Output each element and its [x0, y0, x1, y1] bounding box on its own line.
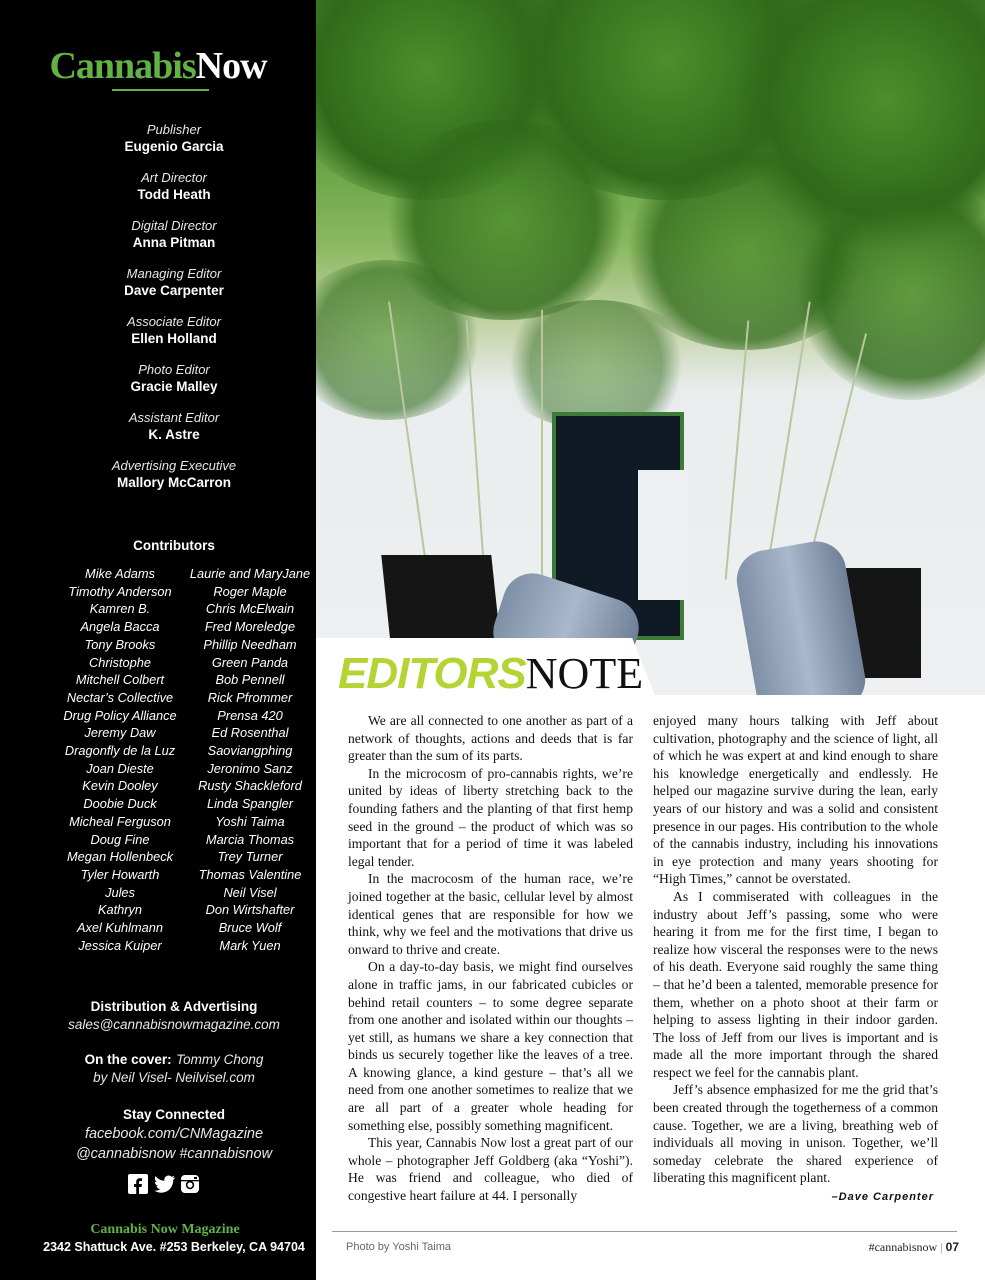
contributor-name: Thomas Valentine	[198, 866, 302, 882]
contributor-name: Saoviangphing	[207, 743, 293, 759]
distribution-heading: Distribution & Advertising	[90, 999, 258, 1014]
article-paragraph: enjoyed many hours talking with Jeff about cultivation, photography and the science of light, all of which he was expert at and kind enough to share his knowledge energetically and endlessly. He helped our magazine survive during the lean, early years of our history and was a solid and consistent presence in our pages. His contribution to the whole of the cannabis industry, including his innovations in eye protection and many years shooting for “High Times,” cannot be overstated.	[653, 713, 938, 887]
contributor-name: Angela Bacca	[80, 619, 160, 635]
contributor-name: Mitchell Colbert	[75, 672, 165, 688]
contributor-name: Trey Turner	[217, 849, 283, 865]
masthead-role: Managing Editor	[126, 266, 222, 281]
contributor-name: Christophe	[89, 654, 151, 670]
twitter-icon[interactable]	[154, 1174, 174, 1194]
stay-connected-block	[0, 1106, 348, 1164]
article-paragraph: In the macrocosm of the human race, we’re joined together at the basic, cellular level by almost identical genes that are responsible for how we think, why we feel and the motivations that drive us onward to thrive and create.	[348, 871, 633, 957]
article-paragraph: On a day-to-day basis, we might find ourselves alone in traffic jams, in our fabricated cubicles or behind retail counters – to some degree separate from one another and isolated within our thoughts – yet still, as humans we share a key connection that binds us securely together like the leaves of a tree. A knowing glance, a kind gesture – that’s all we need from one another sometimes to realize that we are all part of a greater whole heading for something else, possibly something magnificent.	[348, 959, 633, 1133]
masthead-list	[0, 122, 348, 506]
masthead-name: Dave Carpenter	[124, 283, 224, 298]
facebook-link[interactable]: facebook.com/CNMagazine	[84, 1126, 264, 1142]
contributor-name: Chris McElwain	[205, 601, 295, 617]
contributor-name: Neil Visel	[223, 884, 277, 900]
contributors-list	[55, 565, 315, 954]
stay-connected-heading: Stay Connected	[122, 1107, 226, 1122]
contributor-name: Jessica Kuiper	[78, 937, 162, 953]
footer-rule	[332, 1231, 957, 1232]
contributor-name: Ed Rosenthal	[211, 725, 289, 741]
article-paragraph: In the microcosm of pro-cannabis rights, we’re united by ideas of liberty stretching back to the founding fathers and the planting of that first hemp seed in the ground – the product of which was so important that for a period of time it was labeled legal tender.	[348, 765, 633, 869]
contributor-name: Marcia Thomas	[205, 831, 295, 847]
contributor-name: Kevin Dooley	[82, 778, 158, 794]
logo-underline	[112, 89, 209, 91]
contributors-left-column	[55, 565, 185, 954]
contributor-name: Kamren B.	[89, 601, 151, 617]
contributor-name: Yoshi Taima	[215, 813, 285, 829]
contributor-name: Roger Maple	[213, 583, 287, 599]
editors-note-title: EDITORSNOTE	[338, 649, 644, 698]
social-icons	[128, 1174, 200, 1194]
contributor-name: Prensa 420	[217, 707, 283, 723]
contributor-name: Dragonfly de la Luz	[64, 743, 176, 759]
masthead-name: Anna Pitman	[132, 235, 216, 250]
contributor-name: Bruce Wolf	[218, 920, 282, 936]
contributor-name: Rick Pfrommer	[207, 689, 293, 705]
contributor-name: Tony Brooks	[84, 636, 156, 652]
contributors-right-column	[185, 565, 315, 954]
distribution-block	[0, 998, 348, 1034]
hashtag: #cannabisnow	[868, 1240, 938, 1254]
contributor-name: Mike Adams	[85, 566, 155, 581]
cannabis-now-logo: CannabisNow	[49, 45, 267, 87]
masthead-name: K. Astre	[148, 427, 200, 442]
masthead-name: Ellen Holland	[131, 331, 217, 346]
contributor-name: Micheal Ferguson	[69, 813, 171, 829]
contributor-name: Doug Fine	[90, 831, 150, 847]
contributors-heading: Contributors	[133, 538, 215, 553]
contributor-name: Laurie and MaryJane	[189, 566, 311, 581]
masthead-name: Todd Heath	[137, 187, 211, 202]
contributor-name: Jules	[105, 884, 135, 900]
masthead-sidebar	[0, 0, 316, 1280]
contributor-name: Doobie Duck	[83, 796, 157, 812]
cover-credit: by Neil Visel- Neilvisel.com	[93, 1070, 255, 1085]
masthead-role: Associate Editor	[127, 314, 221, 329]
contributor-name: Rusty Shackleford	[198, 778, 302, 794]
contributor-name: Jeronimo Sanz	[207, 760, 293, 776]
article-paragraph: We are all connected to one another as part of a network of thoughts, actions and deeds that is far greater than the sum of its parts.	[348, 713, 633, 764]
contributor-name: Timothy Anderson	[68, 583, 172, 599]
photo-credit: Photo by Yoshi Taima	[346, 1241, 451, 1253]
page-footer	[869, 1240, 959, 1255]
contributor-name: Jeremy Daw	[84, 725, 156, 741]
article-paragraph: This year, Cannabis Now lost a great part of our whole – photographer Jeff Goldberg (aka “Yoshi”). He was friend and colleague, who died of congestive heart failure at 44. I personally	[348, 1135, 633, 1204]
grow-room-photo	[316, 0, 985, 695]
article-paragraph: As I commiserated with colleagues in the industry about Jeff’s passing, some who were hearing it from me for the first time, I began to realize how visceral the responses were to the news of his death. Everyone said roughly the same thing – that he’d been a talented, memorable presence for them, whether on a photo shoot at their farm or helping to assess lighting in their indoor garden. The loss of Jeff from our lives is important and is made all the more important through the shared respect we feel for the cannabis plant.	[653, 888, 938, 1080]
cover-credit-block	[0, 1051, 348, 1087]
contributor-name: Green Panda	[211, 654, 289, 670]
article-paragraph: Jeff’s absence emphasized for me the grid that’s been created through the togetherness of a common cause. Together, we are a living, breathing web of individuals all moving in unison. Together, we’ll someday celebrate the shared experience of liberating this magnificent plant.	[653, 1082, 938, 1186]
cover-label: On the cover:	[84, 1052, 172, 1067]
contributor-name: Nectar’s Collective	[66, 689, 174, 705]
distribution-email[interactable]: sales@cannabisnowmagazine.com	[68, 1017, 280, 1032]
contributor-name: Bob Pennell	[215, 672, 285, 688]
contributor-name: Tyler Howarth	[80, 866, 160, 882]
masthead-role: Art Director	[141, 170, 207, 185]
article-column-2	[653, 712, 938, 1207]
article-column-1	[348, 712, 633, 1205]
contributor-name: Mark Yuen	[219, 937, 281, 953]
contributor-name: Don Wirtshafter	[205, 902, 295, 918]
cover-person: Tommy Chong	[176, 1052, 264, 1067]
page-number: 07	[945, 1240, 959, 1254]
contributor-name: Phillip Needham	[203, 636, 297, 652]
masthead-name: Mallory McCarron	[116, 475, 232, 490]
instagram-icon[interactable]	[180, 1174, 200, 1194]
contributor-name: Axel Kuhlmann	[76, 920, 164, 936]
masthead-role: Assistant Editor	[128, 410, 220, 425]
masthead-role: Publisher	[146, 122, 202, 137]
masthead-role: Photo Editor	[138, 362, 210, 377]
contributor-name: Joan Dieste	[86, 760, 154, 776]
social-handles[interactable]: @cannabisnow #cannabisnow	[75, 1146, 273, 1162]
masthead-role: Advertising Executive	[111, 458, 237, 473]
contributor-name: Drug Policy Alliance	[63, 707, 177, 723]
separator: |	[940, 1240, 943, 1254]
author-signature: –Dave Carpenter	[831, 1191, 934, 1204]
facebook-icon[interactable]	[128, 1174, 148, 1194]
contributor-name: Megan Hollenbeck	[67, 849, 173, 865]
contributor-name: Linda Spangler	[206, 796, 294, 812]
footer-magazine-name: Cannabis Now Magazine	[90, 1222, 240, 1237]
masthead-name: Gracie Malley	[130, 379, 218, 394]
footer-address: 2342 Shattuck Ave. #253 Berkeley, CA 94704	[43, 1240, 305, 1254]
masthead-name: Eugenio Garcia	[124, 139, 224, 154]
masthead-role: Digital Director	[131, 218, 217, 233]
contributor-name: Kathryn	[97, 902, 143, 918]
contributor-name: Fred Moreledge	[204, 619, 296, 635]
